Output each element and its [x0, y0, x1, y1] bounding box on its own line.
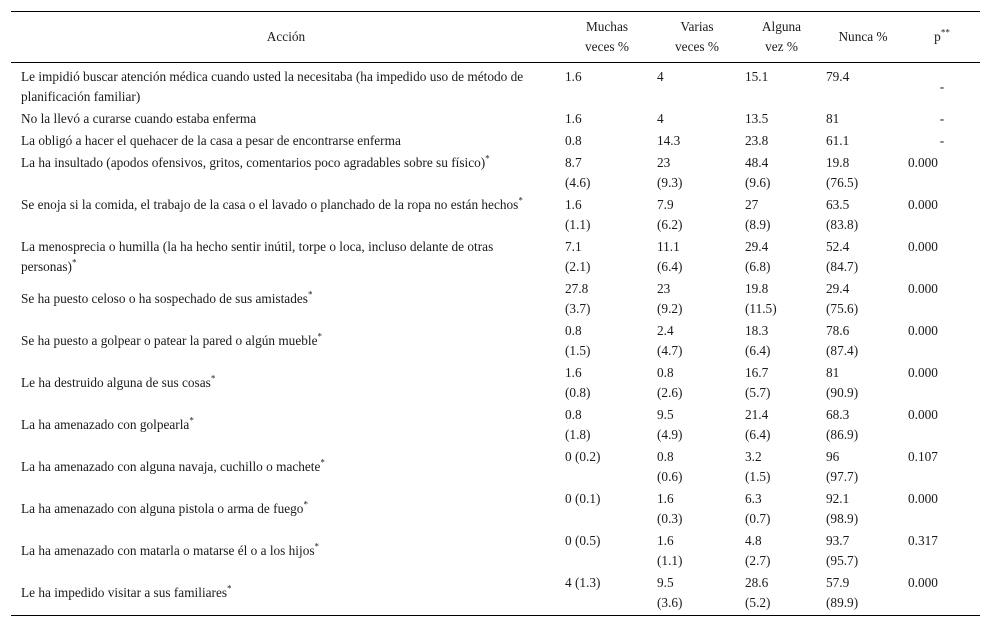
row-footnote-mark: * — [303, 499, 308, 510]
row-nunca-value: 78.6 — [826, 323, 850, 338]
row-nunca-reference: (90.9) — [826, 385, 859, 400]
row-nunca-value: 57.9 — [826, 575, 850, 590]
row-varias-value: 23 — [657, 155, 671, 170]
row-p-value: 0.000 — [908, 155, 938, 170]
row-muchas-value: 1.6 — [565, 197, 582, 212]
row-action-text: La ha amenazado con matarla o matarse él o a los hijos — [21, 543, 315, 558]
table-row — [11, 405, 980, 447]
row-varias-reference: (9.3) — [657, 175, 683, 190]
row-action — [11, 131, 561, 153]
row-nunca-reference: (83.8) — [826, 217, 859, 232]
row-nunca-value: 81 — [826, 111, 840, 126]
row-varias-cell — [653, 489, 741, 531]
row-alguna-value: 3.2 — [745, 449, 762, 464]
row-alguna-reference: (6.8) — [745, 259, 771, 274]
header-alguna — [741, 12, 822, 63]
row-varias-value: 9.5 — [657, 407, 674, 422]
row-action — [11, 489, 561, 531]
row-footnote-mark: * — [189, 415, 194, 426]
row-nunca-reference: (86.9) — [826, 427, 859, 442]
row-nunca-cell — [822, 531, 904, 573]
row-muchas-value: 8.7 — [565, 155, 582, 170]
row-action — [11, 531, 561, 573]
row-varias-value: 2.4 — [657, 323, 674, 338]
row-nunca-reference: (95.7) — [826, 553, 859, 568]
row-muchas-cell — [561, 447, 653, 489]
row-action — [11, 447, 561, 489]
row-action-text: Le ha impedido visitar a sus familiares — [21, 585, 228, 600]
table-row — [11, 195, 980, 237]
row-p-value: 0.000 — [908, 365, 938, 380]
row-action — [11, 321, 561, 363]
table-row — [11, 531, 980, 573]
row-alguna-value: 18.3 — [745, 323, 769, 338]
row-p-value: - — [939, 79, 945, 94]
row-alguna-value: 28.6 — [745, 575, 769, 590]
row-varias-value: 0.8 — [657, 365, 674, 380]
row-action-text: Se ha puesto a golpear o patear la pared o algún mueble — [21, 333, 318, 348]
row-p-value: 0.000 — [908, 407, 938, 422]
row-alguna-cell — [741, 153, 822, 195]
row-nunca-reference: (89.9) — [826, 595, 859, 610]
row-action — [11, 195, 561, 237]
row-alguna-cell — [741, 447, 822, 489]
row-muchas-cell — [561, 131, 653, 153]
row-action — [11, 237, 561, 279]
row-nunca-reference: (97.7) — [826, 469, 859, 484]
row-action-text: Le impidió buscar atención médica cuando usted la necesitaba (ha impedido uso de método de planificación familiar) — [21, 69, 524, 104]
row-muchas-cell — [561, 363, 653, 405]
header-varias-line1: Varias — [680, 19, 714, 34]
row-p-value: 0.000 — [908, 281, 938, 296]
row-action-text: La menosprecia o humilla (la ha hecho sentir inútil, torpe o loca, incluso delante de otras personas) — [21, 239, 494, 274]
table-body — [11, 63, 980, 616]
row-muchas-reference: (0.8) — [565, 385, 591, 400]
row-varias-reference: (4.7) — [657, 343, 683, 358]
header-p-label: p — [934, 29, 941, 44]
row-muchas-value: 4 (1.3) — [565, 575, 601, 590]
row-nunca-cell — [822, 131, 904, 153]
row-muchas-reference: (2.1) — [565, 259, 591, 274]
row-varias-cell — [653, 63, 741, 110]
row-muchas-value: 0 (0.5) — [565, 533, 601, 548]
row-action-text: La ha amenazado con alguna navaja, cuchillo o machete — [21, 459, 321, 474]
row-muchas-value: 27.8 — [565, 281, 589, 296]
row-footnote-mark: * — [227, 583, 232, 594]
row-footnote-mark: * — [307, 289, 313, 300]
row-footnote-mark: * — [320, 457, 325, 468]
row-footnote-mark: * — [210, 373, 216, 384]
row-varias-reference: (0.6) — [657, 469, 683, 484]
header-muchas-line1: Muchas — [585, 19, 629, 34]
row-nunca-cell — [822, 573, 904, 616]
row-action — [11, 63, 561, 110]
row-varias-reference: (9.2) — [657, 301, 683, 316]
row-varias-cell — [653, 363, 741, 405]
row-varias-cell — [653, 153, 741, 195]
row-alguna-value: 21.4 — [745, 407, 769, 422]
row-p-value: 0.000 — [908, 197, 938, 212]
row-action — [11, 279, 561, 321]
row-varias-reference: (1.1) — [657, 553, 683, 568]
table-row — [11, 109, 980, 131]
row-action — [11, 405, 561, 447]
row-muchas-reference: (1.5) — [565, 343, 591, 358]
row-action-text: La ha amenazado con alguna pistola o arma de fuego — [21, 501, 304, 516]
row-muchas-value: 1.6 — [565, 111, 582, 126]
row-action-text: Se ha puesto celoso o ha sospechado de sus amistades — [21, 291, 308, 306]
row-nunca-value: 93.7 — [826, 533, 850, 548]
row-nunca-cell — [822, 321, 904, 363]
row-alguna-value: 27 — [745, 197, 759, 212]
row-varias-reference: (4.9) — [657, 427, 683, 442]
row-varias-cell — [653, 279, 741, 321]
row-alguna-cell — [741, 489, 822, 531]
row-muchas-cell — [561, 279, 653, 321]
row-muchas-reference: (3.7) — [565, 301, 591, 316]
table-row — [11, 321, 980, 363]
row-muchas-value: 0 (0.1) — [565, 491, 601, 506]
row-p-value: 0.000 — [908, 239, 938, 254]
row-nunca-cell — [822, 447, 904, 489]
row-nunca-value: 81 — [826, 365, 840, 380]
row-varias-value: 14.3 — [657, 133, 681, 148]
row-nunca-value: 68.3 — [826, 407, 850, 422]
row-alguna-reference: (11.5) — [745, 301, 777, 316]
table-row — [11, 447, 980, 489]
row-varias-value: 0.8 — [657, 449, 674, 464]
row-action — [11, 109, 561, 131]
row-varias-cell — [653, 109, 741, 131]
row-varias-value: 11.1 — [657, 239, 680, 254]
table-row — [11, 63, 980, 110]
table-row — [11, 153, 980, 195]
row-muchas-reference: (1.8) — [565, 427, 591, 442]
row-varias-reference: (3.6) — [657, 595, 683, 610]
row-alguna-reference: (0.7) — [745, 511, 771, 526]
row-alguna-cell — [741, 109, 822, 131]
row-muchas-cell — [561, 573, 653, 616]
table-row — [11, 489, 980, 531]
row-alguna-cell — [741, 131, 822, 153]
table-row — [11, 573, 980, 616]
row-p-value: 0.000 — [908, 491, 938, 506]
header-alguna-line2: vez % — [765, 39, 798, 54]
table-row — [11, 131, 980, 153]
row-muchas-cell — [561, 405, 653, 447]
row-varias-value: 1.6 — [657, 491, 674, 506]
header-muchas-line2: veces % — [585, 39, 629, 54]
row-varias-cell — [653, 195, 741, 237]
row-varias-cell — [653, 237, 741, 279]
row-alguna-cell — [741, 573, 822, 616]
row-alguna-reference: (8.9) — [745, 217, 771, 232]
row-nunca-value: 96 — [826, 449, 840, 464]
row-nunca-value: 29.4 — [826, 281, 850, 296]
row-action-text: No la llevó a curarse cuando estaba enferma — [21, 111, 257, 126]
row-p-value: - — [939, 133, 945, 148]
row-alguna-reference: (6.4) — [745, 427, 771, 442]
row-nunca-reference: (75.6) — [826, 301, 859, 316]
row-nunca-value: 52.4 — [826, 239, 850, 254]
row-p-value: 0.107 — [908, 449, 938, 464]
row-nunca-value: 63.5 — [826, 197, 850, 212]
row-nunca-cell — [822, 489, 904, 531]
row-alguna-cell — [741, 321, 822, 363]
row-footnote-mark: * — [71, 257, 77, 268]
header-p-footnote: ** — [940, 27, 950, 38]
row-alguna-value: 29.4 — [745, 239, 769, 254]
row-alguna-reference: (5.2) — [745, 595, 771, 610]
row-alguna-value: 23.8 — [745, 133, 769, 148]
row-nunca-cell — [822, 279, 904, 321]
header-varias-line2: veces % — [675, 39, 719, 54]
row-nunca-cell — [822, 63, 904, 110]
row-muchas-value: 1.6 — [565, 69, 582, 84]
row-varias-value: 1.6 — [657, 533, 674, 548]
row-alguna-value: 19.8 — [745, 281, 769, 296]
row-p-value: 0.000 — [908, 323, 938, 338]
row-nunca-cell — [822, 195, 904, 237]
header-muchas — [561, 12, 653, 63]
row-varias-value: 7.9 — [657, 197, 674, 212]
row-nunca-reference: (84.7) — [826, 259, 859, 274]
row-action-text: La ha insultado (apodos ofensivos, gritos, comentarios poco agradables sobre su físico) — [21, 155, 486, 170]
row-alguna-value: 13.5 — [745, 111, 769, 126]
row-nunca-cell — [822, 237, 904, 279]
row-varias-value: 23 — [657, 281, 671, 296]
row-varias-reference: (2.6) — [657, 385, 683, 400]
row-nunca-reference: (98.9) — [826, 511, 859, 526]
row-nunca-cell — [822, 405, 904, 447]
row-varias-reference: (0.3) — [657, 511, 683, 526]
row-varias-reference: (6.4) — [657, 259, 683, 274]
row-muchas-reference: (4.6) — [565, 175, 591, 190]
row-p-value: 0.317 — [908, 533, 938, 548]
row-alguna-value: 4.8 — [745, 533, 762, 548]
row-alguna-reference: (5.7) — [745, 385, 771, 400]
row-muchas-cell — [561, 489, 653, 531]
row-varias-reference: (6.2) — [657, 217, 683, 232]
row-muchas-value: 0 (0.2) — [565, 449, 601, 464]
row-alguna-reference: (2.7) — [745, 553, 771, 568]
row-footnote-mark: * — [485, 153, 490, 164]
row-alguna-reference: (1.5) — [745, 469, 771, 484]
header-alguna-line1: Alguna — [761, 19, 802, 34]
row-varias-cell — [653, 573, 741, 616]
row-muchas-value: 0.8 — [565, 133, 582, 148]
row-alguna-value: 15.1 — [745, 69, 769, 84]
row-footnote-mark: * — [317, 331, 322, 342]
row-alguna-reference: (9.6) — [745, 175, 771, 190]
row-action-text: La obligó a hacer el quehacer de la casa a pesar de encontrarse enferma — [21, 133, 401, 148]
row-muchas-cell — [561, 237, 653, 279]
row-muchas-cell — [561, 531, 653, 573]
header-row — [11, 12, 980, 63]
row-muchas-reference: (1.1) — [565, 217, 591, 232]
row-nunca-value: 92.1 — [826, 491, 850, 506]
row-alguna-cell — [741, 405, 822, 447]
row-varias-value: 9.5 — [657, 575, 674, 590]
row-alguna-cell — [741, 279, 822, 321]
row-muchas-value: 0.8 — [565, 407, 582, 422]
row-varias-cell — [653, 131, 741, 153]
row-varias-cell — [653, 447, 741, 489]
header-nunca: Nunca % — [838, 29, 888, 44]
row-nunca-cell — [822, 363, 904, 405]
row-alguna-cell — [741, 237, 822, 279]
row-p-value: - — [939, 111, 945, 126]
row-nunca-cell — [822, 109, 904, 131]
data-table — [11, 11, 980, 616]
row-nunca-value: 61.1 — [826, 133, 850, 148]
header-accion: Acción — [266, 29, 306, 44]
row-nunca-cell — [822, 153, 904, 195]
row-action-text: Se enoja si la comida, el trabajo de la casa o el lavado o planchado de la ropa no están hechos — [21, 197, 519, 212]
row-action — [11, 153, 561, 195]
row-varias-cell — [653, 405, 741, 447]
row-muchas-cell — [561, 109, 653, 131]
row-varias-cell — [653, 531, 741, 573]
row-varias-cell — [653, 321, 741, 363]
row-varias-value: 4 — [657, 111, 664, 126]
data-table-container — [11, 11, 980, 616]
row-footnote-mark: * — [518, 195, 523, 206]
row-muchas-cell — [561, 63, 653, 110]
row-action — [11, 363, 561, 405]
row-alguna-cell — [741, 195, 822, 237]
row-muchas-cell — [561, 195, 653, 237]
table-row — [11, 363, 980, 405]
table-row — [11, 279, 980, 321]
row-footnote-mark: * — [314, 541, 320, 552]
row-alguna-value: 16.7 — [745, 365, 769, 380]
row-muchas-cell — [561, 153, 653, 195]
row-muchas-value: 7.1 — [565, 239, 582, 254]
row-nunca-reference: (76.5) — [826, 175, 859, 190]
row-alguna-value: 6.3 — [745, 491, 762, 506]
row-nunca-reference: (87.4) — [826, 343, 859, 358]
row-alguna-cell — [741, 363, 822, 405]
row-p-value: 0.000 — [908, 575, 938, 590]
row-alguna-reference: (6.4) — [745, 343, 771, 358]
row-action-text: La ha amenazado con golpearla — [21, 417, 190, 432]
row-action-text: Le ha destruido alguna de sus cosas — [21, 375, 211, 390]
row-muchas-value: 1.6 — [565, 365, 582, 380]
row-muchas-cell — [561, 321, 653, 363]
row-alguna-cell — [741, 63, 822, 110]
table-row — [11, 237, 980, 279]
row-nunca-value: 19.8 — [826, 155, 850, 170]
row-muchas-value: 0.8 — [565, 323, 582, 338]
row-varias-value: 4 — [657, 69, 664, 84]
header-p — [904, 12, 980, 63]
row-action — [11, 573, 561, 616]
header-varias — [653, 12, 741, 63]
row-alguna-value: 48.4 — [745, 155, 769, 170]
row-alguna-cell — [741, 531, 822, 573]
row-nunca-value: 79.4 — [826, 69, 850, 84]
